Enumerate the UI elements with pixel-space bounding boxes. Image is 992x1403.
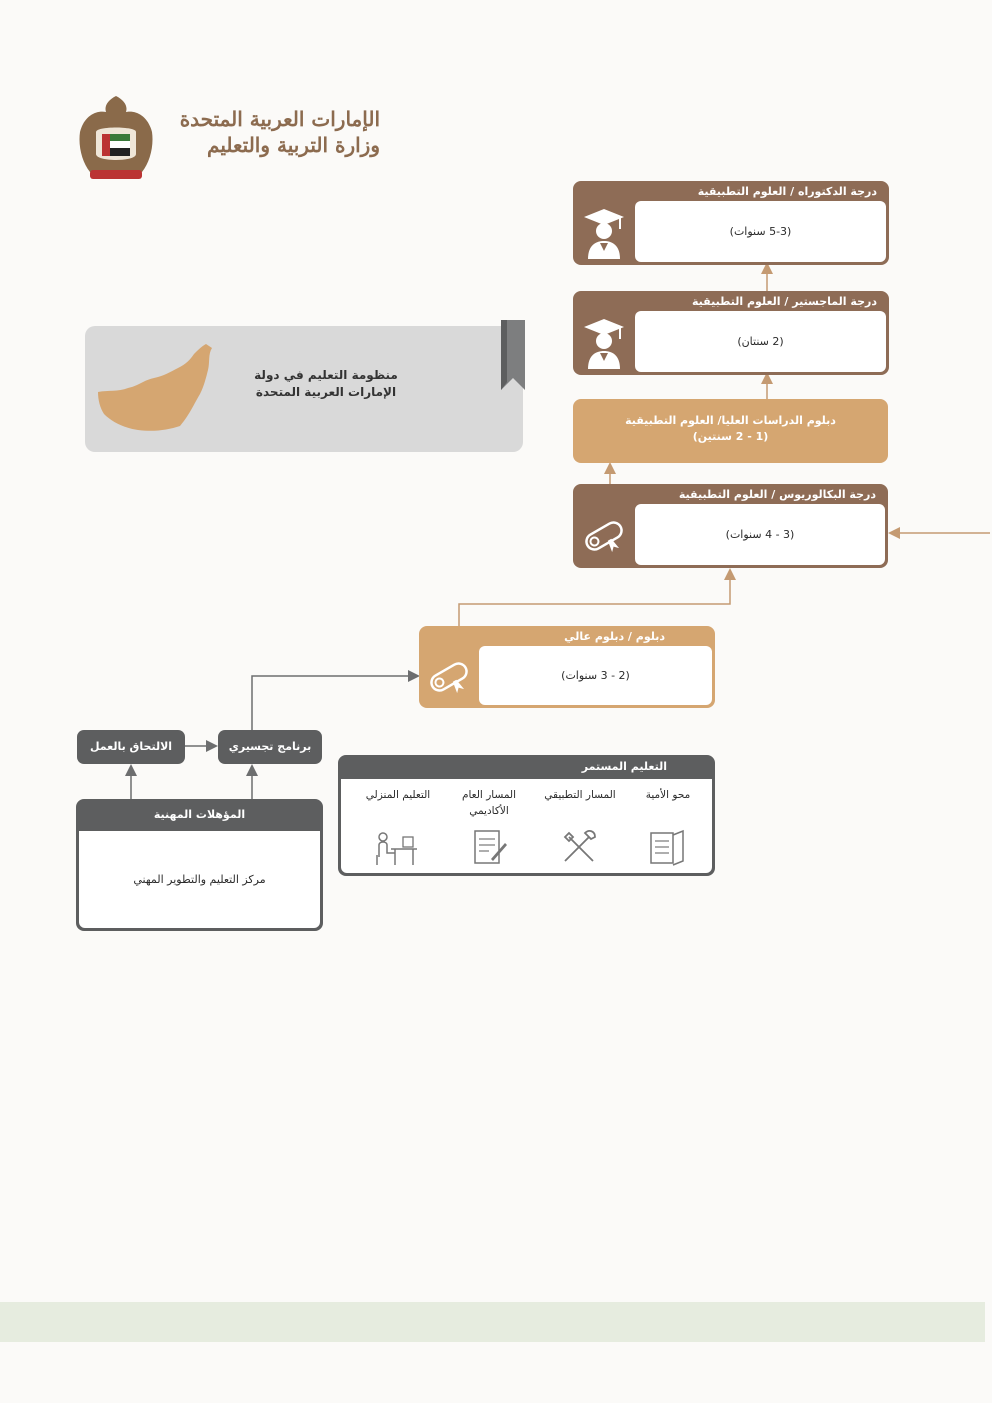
doctorate-header: درجة الدكتوراه / العلوم التطبيقية	[697, 185, 877, 198]
bridge-program-box: برنامج تجسيري	[218, 730, 322, 764]
vocational-center: مركز التعليم والتطوير المهني	[79, 831, 320, 928]
diploma-scroll-icon	[419, 646, 479, 708]
join-work-box: الالتحاق بالعمل	[77, 730, 185, 764]
continuing-body	[341, 779, 712, 873]
title-line-2: الإمارات العربية المتحدة	[255, 385, 397, 399]
bachelor-duration: (3 - 4 سنوات)	[635, 504, 885, 565]
home-study-icon	[373, 827, 419, 867]
ministry-name	[160, 106, 380, 158]
ministry-title: وزارة التربية والتعليم	[207, 133, 380, 157]
diploma-duration: (2 - 3 سنوات)	[479, 646, 712, 705]
vocational-header: المؤهلات المهنية	[153, 808, 246, 821]
higher-diploma-title: دبلوم الدراسات العليا/ العلوم التطبيقية	[625, 414, 836, 427]
diploma-scroll-icon	[573, 504, 635, 568]
masters-header: درجة الماجستير / العلوم التطبيقية	[692, 295, 877, 308]
doctorate-card	[573, 181, 889, 265]
higher-diploma-duration: (1 - 2 سنتين)	[692, 430, 769, 443]
academic-track-label: المسار العام الأكاديمي	[461, 789, 517, 817]
country-name: الإمارات العربية المتحدة	[179, 107, 380, 131]
diploma-card	[419, 626, 715, 708]
document-pen-icon	[469, 827, 509, 867]
diploma-header: دبلوم / دبلوم عالي	[564, 630, 665, 643]
applied-track-label: المسار التطبيقي	[544, 789, 616, 801]
masters-duration: (2 سنتان)	[635, 311, 886, 372]
bachelor-card	[573, 484, 888, 568]
vocational-card	[76, 799, 323, 931]
doctorate-duration: (5-3 سنوات)	[635, 201, 886, 262]
bookmark-icon	[501, 320, 525, 390]
book-icon	[647, 827, 687, 867]
graduate-icon	[573, 311, 635, 375]
tools-icon	[559, 827, 599, 867]
bachelor-header: درجة البكالوريوس / العلوم التطبيقية	[678, 488, 876, 501]
continuing-header: التعليم المستمر	[581, 760, 667, 773]
continuing-education-card	[338, 755, 715, 876]
graduate-icon	[573, 201, 635, 265]
literacy-label: محو الأمية	[645, 789, 691, 801]
uae-emblem-logo	[74, 92, 158, 186]
diagram-title	[220, 367, 432, 401]
home-schooling-label: التعليم المنزلي	[365, 789, 431, 801]
masters-card	[573, 291, 889, 375]
title-line-1: منظومة التعليم في دولة	[254, 368, 398, 382]
page-edge	[0, 1302, 985, 1342]
higher-diploma-card	[573, 399, 888, 463]
